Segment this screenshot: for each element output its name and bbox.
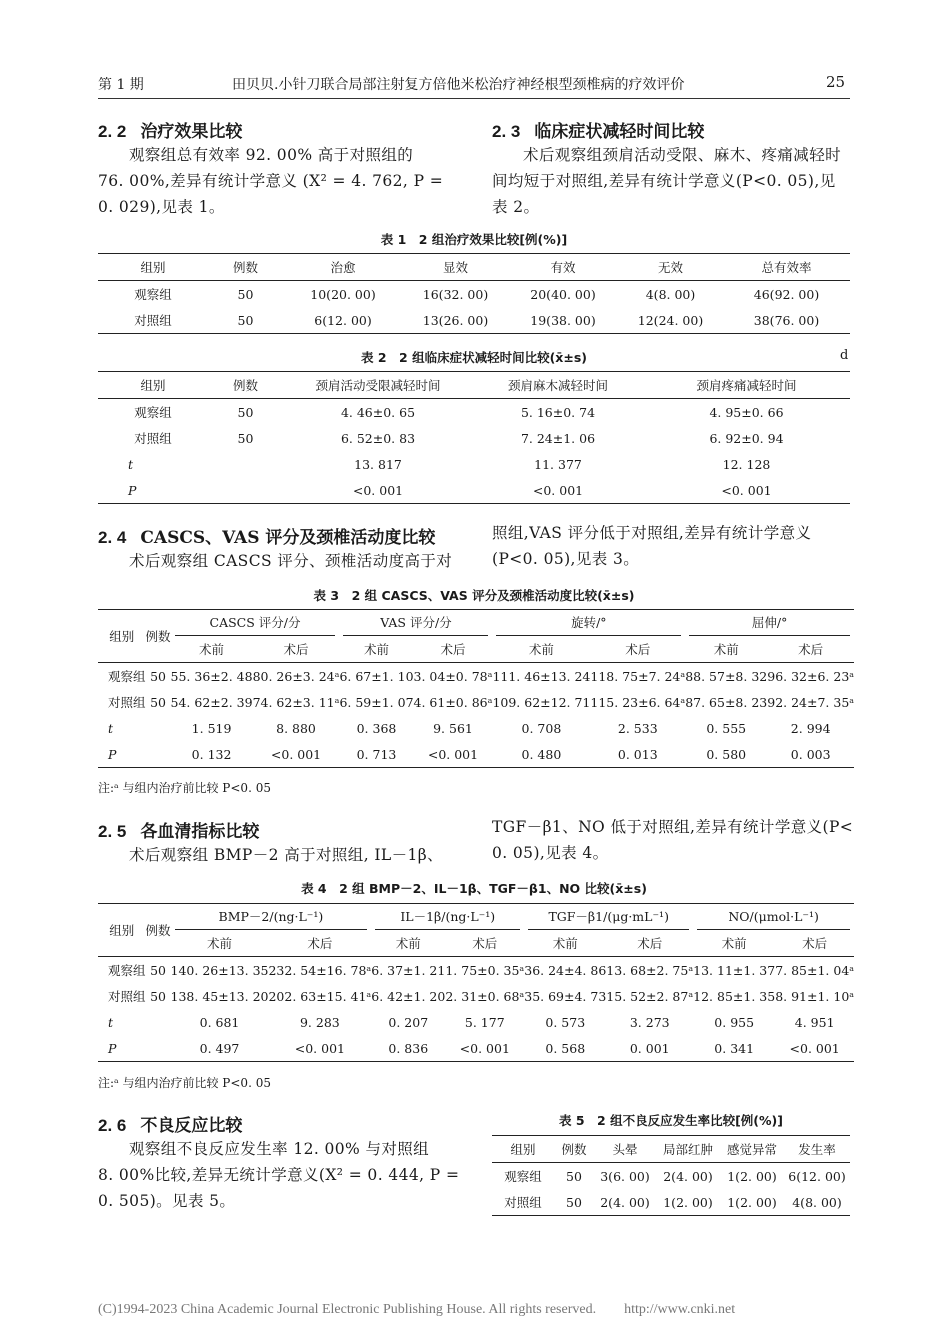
table-2 — [98, 371, 850, 504]
table-4-caption: 表 4 2 组 BMP－2、IL－1β、TGF－β1、NO 比较(x̄±s) — [301, 881, 647, 896]
table-row: P <0. 001 <0. 001 <0. 001 — [98, 477, 850, 504]
table-header-row: 组别 例数 头晕 局部红肿 感觉异常 发生率 — [492, 1136, 850, 1163]
table-row: 对照组 50 54. 62±2. 39 74. 62±3. 11ᵃ 6. 59±1. 07 4. 61±0. 86ᵃ 109. 62±12. 71 115. 23±6. 64ᵃ 87. 65±8. 23 92. 24±7. 35ᵃ — [108, 694, 855, 710]
section-2-4-text-left: 术后观察组 CASCS 评分、颈椎活动度高于对 — [129, 552, 453, 570]
table-row: 观察组 50 10(20. 00) 16(32. 00) 20(40. 00) 4(8. 00) 46(92. 00) — [134, 286, 820, 302]
section-2-3-heading: 2. 3 临床症状减轻时间比较 — [492, 122, 705, 142]
section-2-6-heading: 2. 6 不良反应比较 — [98, 1116, 243, 1136]
table-row: P 0. 497 <0. 001 0. 836 <0. 001 0. 568 0. 001 0. 341 <0. 001 — [98, 1035, 854, 1062]
table-row: 观察组 50 55. 36±2. 48 80. 26±3. 24ᵃ 6. 67±1. 10 3. 04±0. 78ᵃ 111. 46±13. 24 118. 75±7. 24ᵃ 88. 57±8. 32 96. 32±6. 23ᵃ — [108, 668, 855, 684]
table-row: t 0. 681 9. 283 0. 207 5. 177 0. 573 3. 273 0. 955 4. 951 — [108, 1014, 835, 1030]
table-header-row: 术前 术后 术前 术后 术前 术后 术前 术后 — [98, 636, 854, 663]
table-header-row: 组别 例数 治愈 显效 有效 无效 总有效率 — [98, 254, 850, 281]
section-2-5-heading: 2. 5 各血清指标比较 — [98, 822, 260, 842]
section-2-2-heading: 2. 2 治疗效果比较 — [98, 122, 243, 142]
table-5-caption: 表 5 2 组不良反应发生率比较[例(%)] — [559, 1113, 783, 1128]
table-1 — [98, 253, 850, 334]
table-3-caption: 表 3 2 组 CASCS、VAS 评分及颈椎活动度比较(x̄±s) — [313, 588, 635, 603]
table-row: 观察组 50 3(6. 00) 2(4. 00) 1(2. 00) 6(12. 00) — [504, 1168, 846, 1184]
table-row: 对照组 50 138. 45±13. 20 202. 63±15. 41ᵃ 6. 42±1. 20 2. 31±0. 68ᵃ 35. 69±4. 73 15. 52±2. 87ᵃ 12. 85±1. 35 8. 91±1. 10ᵃ — [108, 988, 855, 1004]
page-number: 25 — [826, 73, 846, 91]
table-3-note: 注:ᵃ 与组内治疗前比较 P<0. 05 — [98, 781, 271, 795]
header-rule — [98, 98, 850, 99]
table-4: 组别 例数 BMP－2/(ng·L⁻¹) IL－1β/(ng·L⁻¹) TGF－β1/(μg·mL⁻¹) NO/(μmol·L⁻¹) 术前 术后 术前 术后 术前 术后 术前 术后 观察组 50 140. 26±13. 35 232. 54±16. 78ᵃ 6. 37±1. 21 1. 75±0. 35ᵃ 36. 24±4. 86 13. 68±2. 75ᵃ 13. 11±1. 37 7. 85±1. 04ᵃ 对照组 50 138. 45±13. 20 202. 63±15. 41ᵃ 6. 42±1. 20 2. 31±0. 68ᵃ 35. 69±4. 73 15. 52±2. 87ᵃ 12. 85±1. 35 8. 91±1. 10ᵃ t 0. 681 9. 283 0. 207 5. 177 0. 573 3. 273 0. 955 4. 951 P 0. 497 <0. 001 0. 836 <0. 001 0. 568 0. 001 0. 341 <0. 001 — [98, 903, 854, 1062]
table-header-row: 术前 术后 术前 术后 术前 术后 术前 术后 — [98, 930, 854, 957]
table-3: 组别 例数 CASCS 评分/分 VAS 评分/分 旋转/° 屈伸/° 术前 术后 术前 术后 术前 术后 术前 术后 观察组 50 55. 36±2. 48 80. 26±3. 24ᵃ 6. 67±1. 10 3. 04±0. 78ᵃ 111. 46±13. 24 118. 75±7. 24ᵃ 88. 57±8. 32 96. 32±6. 23ᵃ 对照组 50 54. 62±2. 39 74. 62±3. 11ᵃ 6. 59±1. 07 4. 61±0. 86ᵃ 109. 62±12. 71 115. 23±6. 64ᵃ 87. 65±8. 23 92. 24±7. 35ᵃ t 1. 519 8. 880 0. 368 9. 561 0. 708 2. 533 0. 555 2. 994 P 0. 132 <0. 001 0. 713 <0. 001 0. 480 0. 013 0. 580 0. 003 — [98, 609, 854, 768]
table-row: 对照组 50 6. 52±0. 83 7. 24±1. 06 6. 92±0. 94 — [134, 430, 784, 446]
section-2-2-text: 观察组总有效率 92. 00% 高于对照组的 76. 00%,差异有统计学意义 (X² = 4. 762, P = 0. 029),见表 1。 — [98, 146, 444, 216]
copyright-footer: (C)1994-2023 China Academic Journal Electronic Publishing House. All rights reserved. http://www.cnki.net — [98, 1302, 736, 1317]
table-row: 对照组 50 6(12. 00) 13(26. 00) 19(38. 00) 12(24. 00) 38(76. 00) — [98, 307, 850, 334]
table-1-caption: 表 1 2 组治疗效果比较[例(%)] — [380, 232, 568, 247]
table-row: P 0. 132 <0. 001 0. 713 <0. 001 0. 480 0. 013 0. 580 0. 003 — [98, 741, 854, 768]
table-row: 观察组 50 4. 46±0. 65 5. 16±0. 74 4. 95±0. 66 — [134, 404, 784, 420]
section-2-5-text-left: 术后观察组 BMP－2 高于对照组, IL－1β、 — [129, 846, 443, 864]
table-2-unit: d — [840, 348, 849, 363]
table-5 — [492, 1135, 850, 1216]
table-row: t 13. 817 11. 377 12. 128 — [128, 456, 771, 472]
section-2-4-text-right: 照组,VAS 评分低于对照组,差异有统计学意义 (P<0. 05),见表 3。 — [492, 524, 812, 568]
table-header-row: 组别 例数 颈肩活动受限减轻时间 颈肩麻木减轻时间 颈肩疼痛减轻时间 — [98, 372, 850, 399]
section-2-6-text: 观察组不良反应发生率 12. 00% 与对照组 8. 00%比较,差异无统计学意义(X² = 0. 444, P = 0. 505)。见表 5。 — [98, 1140, 460, 1210]
section-2-3-text: 术后观察组颈肩活动受限、麻木、疼痛减轻时 间均短于对照组,差异有统计学意义(P<0. 05),见 表 2。 — [492, 146, 842, 216]
issue-number: 第 1 期 — [98, 77, 144, 93]
running-title: 田贝贝.小针刀联合局部注射复方倍他米松治疗神经根型颈椎病的疗效评价 — [232, 77, 685, 93]
table-4-note: 注:ᵃ 与组内治疗前比较 P<0. 05 — [98, 1076, 271, 1090]
table-row: t 1. 519 8. 880 0. 368 9. 561 0. 708 2. 533 0. 555 2. 994 — [108, 720, 831, 736]
table-row: 对照组 50 2(4. 00) 1(2. 00) 1(2. 00) 4(8. 00) — [492, 1189, 850, 1216]
table-row: 观察组 50 140. 26±13. 35 232. 54±16. 78ᵃ 6. 37±1. 21 1. 75±0. 35ᵃ 36. 24±4. 86 13. 68±2. 75ᵃ 13. 11±1. 37 7. 85±1. 04ᵃ — [108, 962, 855, 978]
section-2-5-text-right: TGF－β1、NO 低于对照组,差异有统计学意义(P< 0. 05),见表 4。 — [492, 818, 854, 862]
table-2-caption: 表 2 2 组临床症状减轻时间比较(x̄±s) — [360, 350, 587, 365]
section-2-4-heading: 2. 4 CASCS、VAS 评分及颈椎活动度比较 — [98, 528, 436, 548]
